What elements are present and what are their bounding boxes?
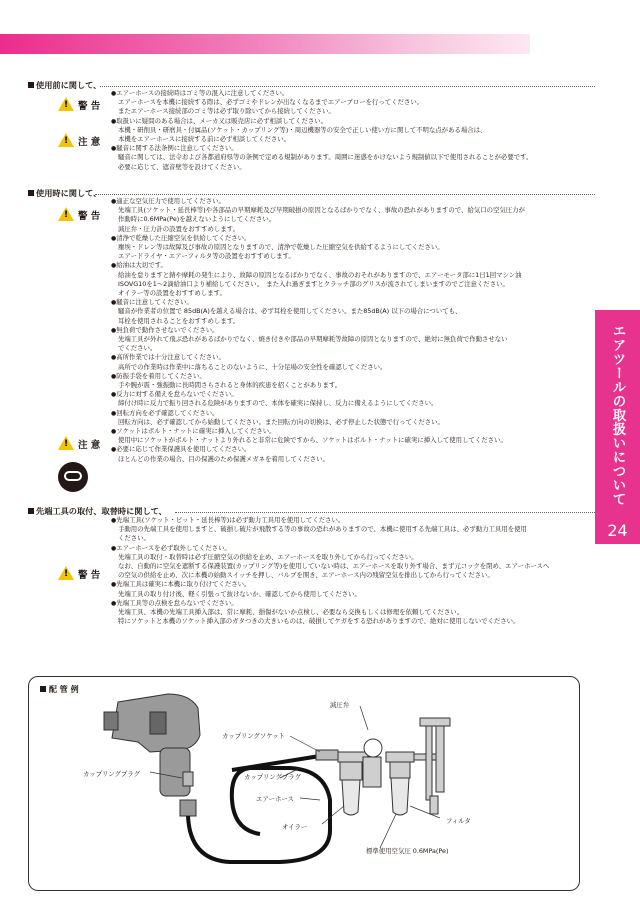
bullet-heading: ● 清浄で乾燥した圧縮空気を供給してください。 xyxy=(111,234,591,243)
caution-badge: !注 意 xyxy=(58,133,100,148)
body-line: 本機をエアーホースに接続する前に必ず相談してください。 xyxy=(118,135,291,144)
bullet-heading: ● 先端工具(ソケット・ビット・延長棒等)は必ず動力工具用を使用してください。 xyxy=(111,516,591,525)
coupling-socket-icon xyxy=(180,800,196,816)
bullet-heading: ● 反力に対する備えを怠らないでください。 xyxy=(111,390,591,399)
body-line: 手動用の先端工具を使用しますと、破損し破片が飛散する等の事故の恐れがありますので、本機に使用する先端工具は、必ず動力工具用を使用 xyxy=(118,525,527,534)
section-title-before-use: 使用前に関して、 xyxy=(28,80,101,91)
bullet-heading: ● 必要に応じて作業保護具を使用してください。 xyxy=(111,445,591,454)
body-line: 本機・研削具・研磨具・付属品(ソケット・カップリング等)・周辺機器等の安全で正しい使い方に関して不明な点がある場合は、 xyxy=(118,125,487,134)
bullet-heading: ● 回転方向を必ず確認してください。 xyxy=(111,409,591,418)
body-line: 先端工具の取り付け後、軽く引張って抜けないか、確認してから使用してください。 xyxy=(118,589,361,598)
bullet-heading: ● 高所作業では十分注意してください。 xyxy=(111,353,591,362)
body-line: エアーホースを本機に接続する際は、必ずゴミやドレンが出なくなるまでエアーブローを行ってください。 xyxy=(118,98,424,107)
body-line: またエアーホース接続部のゴミ等は必ず取り除いてから接続してください。 xyxy=(118,107,335,116)
page-number: 24 xyxy=(595,518,640,544)
body-line: でください。 xyxy=(118,344,157,353)
label-air-hose: エアーホース xyxy=(256,795,294,803)
body-line: 給油を怠りますと錆や摩耗の発生により、故障の原因となるばかりでなく、事故のおそれがありますので、エアーモータ部に1日1回マシン油 xyxy=(118,270,522,279)
bullet-heading: ● 先端工具は確実に本機に取り付けてください。 xyxy=(111,580,591,589)
body-line: 先端工具、本機の先端工具挿入部は、常に摩耗、損傷がないか点検し、必要なら交換もしくは修理を依頼してください。 xyxy=(118,608,464,617)
coupling-plug-icon xyxy=(183,772,193,786)
body-line: 特にソケットと本機のソケット挿入部のガタつきの大きいものは、破損してケガをする恐れがありますので、絶対に使用しないでください。 xyxy=(118,617,520,626)
warning-badge: !警 告 xyxy=(58,97,100,112)
body-line: ISOVG10を1〜2滴給油口より補給してください。 また入れ過ぎますとクラッチ部のグリスが流されてしまいますのでご注意ください。 xyxy=(118,279,509,288)
bullet-heading: ● 騒音に注意してください。 xyxy=(111,298,591,307)
bullet-heading: ● 無負荷で動作させないでください。 xyxy=(111,326,591,335)
bullet-heading: ● 防振手袋を着用してください。 xyxy=(111,372,591,381)
bullet-heading: ● エアーホースを必ず取外してください。 xyxy=(111,544,591,553)
label-oiler: オイラー xyxy=(282,823,308,831)
air-hose-line xyxy=(188,768,330,862)
bullet-heading: ● ソケットはボルト・ナットに確実に挿入してください。 xyxy=(111,427,591,436)
body-line: 先端工具(ソケット・延長棒等)や各部品の早期摩耗及び早期破損の原因となるばかりでなく、事故の恐れがありますので、給気口の空気圧力が xyxy=(118,206,525,215)
label-pressure-valve: 減圧弁 xyxy=(330,701,350,709)
body-line: なお、自動的に空気を遮断する保護装置(カップリング等)を使用していない時は、エアーホースを取り外す場合、まず元コックを閉め、エアーホースへ xyxy=(118,562,550,571)
body-line: ください。 xyxy=(118,534,150,543)
label-coupling-plug-mid: カップリングプラグ xyxy=(244,773,302,781)
body-line: 必要に応じて、遮音壁等を設けてください。 xyxy=(118,162,246,171)
body-line: 先端工具が外れて飛ぶ恐れがあるばかりでなく、焼き付きや部品の早期摩耗等故障の原因となりますので、絶対に無負荷で作動させない xyxy=(118,335,508,344)
body-line: 騒音が作業者の位置で 85dB(A)を越える場合は、必ず耳栓を使用してください。また85dB(A) 以下の場合についても、 xyxy=(118,307,462,316)
diagram-title: 配 管 例 xyxy=(40,684,79,695)
body-line: エアードライヤ・エアーフィルタ等の設置をおすすめします。 xyxy=(118,252,295,261)
body-line: 耳栓を使用されることをおすすめします。 xyxy=(118,316,239,325)
bullet-heading: ● 先端工具等の点検を怠らないでください。 xyxy=(111,599,591,608)
bullet-heading: ● 取扱いに疑問のある場合は、メーカ又は販売店に必ず相談してください。 xyxy=(111,117,591,126)
label-standard-pressure: 標準使用空気圧 0.6MPa(Pe) xyxy=(366,847,449,855)
body-line: 締付け時に反力で振り回される危険がありますので、本体を確実に保持し、反力に備えるようにしてください。 xyxy=(118,399,438,408)
section-title-during-use: 使用時に関して、 xyxy=(28,188,101,199)
bullet-heading: ● 騒音に関する法条例に注意してください。 xyxy=(111,144,591,153)
body-line: 作動時に0.6MPa(Pe)を越えないようにしてください。 xyxy=(118,215,276,224)
label-coupling-plug-left: カップリングプラグ xyxy=(83,770,141,778)
body-line: 高所での作業時は作業中に落ちることのないように、十分足場の安全性を確認してください。 xyxy=(118,362,387,371)
bullet-heading: ● 給油は大切です。 xyxy=(111,261,591,270)
body-line: 先端工具の取付・取替時は必ず圧縮空気の供給を止め、エアーホースを取り外してから行ってください。 xyxy=(118,552,418,561)
chapter-title: エアツールの取扱いについて xyxy=(609,324,626,506)
bullet-heading: ● エアーホースの接続時はゴミ等の混入に注意してください。 xyxy=(111,89,591,98)
label-coupling-socket: カップリングソケット xyxy=(222,732,286,740)
body-line: の空気の供給を止め、次に本機の始動スイッチを押し、バルブを開き、エアーホース内の残留空気を排出してから行ってください。 xyxy=(118,571,494,580)
body-line: ほとんどの作業の場合、目の保護のため保護メガネを着用してください。 xyxy=(118,454,329,463)
body-line: 手や腕が震・強振動に長時間さらされると身体的疾患を招くことがあります。 xyxy=(118,381,342,390)
body-line: オイラー等の設置をおすすめします。 xyxy=(118,289,226,298)
caution-badge: !注 意 xyxy=(58,436,100,451)
warning-badge: !警 告 xyxy=(58,566,100,581)
label-filter: フィルタ xyxy=(446,817,471,825)
warning-badge: !警 告 xyxy=(58,207,100,222)
bullet-heading: ● 適正な空気圧力で使用してください。 xyxy=(111,197,591,206)
body-line: 騒音に関しては、法令および各都道府県等の条例で定める規制があります。周囲に迷惑をかけないよう規制値以下で使用されることが必要です。 xyxy=(118,153,533,162)
body-line: 塵埃・ドレン等は故障及び事故の原因となりますので、清浄で乾燥した圧縮空気を供給するようにしてください。 xyxy=(118,243,444,252)
body-line: 回転方向は、必ず確認してから始動してください。また回転方向の切換は、必ず停止した状態で行ってください。 xyxy=(118,417,444,426)
section-title-tool-change: 先端工具の取付、取替時に関して、 xyxy=(28,506,167,517)
body-line: 減圧弁・圧力計の設置をおすすめします。 xyxy=(118,224,239,233)
body-line: 使用中にソケットがボルト・ナットより外れると非常に危険ですから、ソケットはボルト・ナットに確実に挿入して使用してください。 xyxy=(118,436,507,445)
